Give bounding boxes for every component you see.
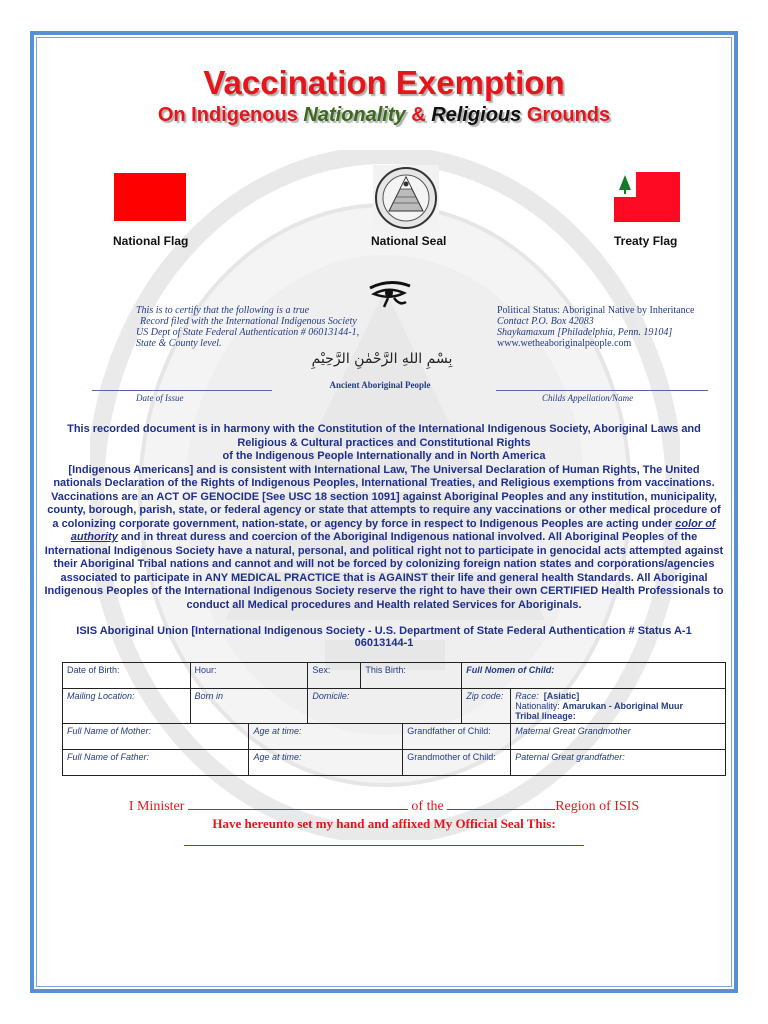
minister-blank[interactable] [188, 797, 408, 810]
table-row [63, 724, 726, 750]
region-label: Region of ISIS [555, 799, 640, 814]
table-row [63, 663, 726, 689]
childs-name-label: Childs Appellation/Name [542, 393, 634, 403]
treaty-flag-label: Treaty Flag [614, 234, 678, 248]
hour-field[interactable] [190, 663, 308, 689]
age-father-label: Age at time: [253, 752, 302, 762]
certify-text [136, 305, 376, 349]
dob-field[interactable] [63, 663, 191, 689]
domicile-label: Domicile: [312, 691, 350, 701]
age-mother-label: Age at time: [253, 726, 302, 736]
dob-label: Date of Birth: [67, 665, 120, 675]
document-title: Vaccination Exemption [203, 64, 565, 101]
child-record-form [62, 662, 726, 776]
declaration-p4-text: and in threat duress and coercion of the Aboriginal Indigenous national involved. All Aboriginal Peoples of the International Indigenous Society have a natural, personal, and political right not to participate in genocidal acts attempted against their Aboriginal Tribal nations and cannot and will not be forced by colonizing foreign nation states and corporations/agencies associated to participate in ANY MEDICAL PRACTICE that is AGAINST their life and general health Standards. All Aboriginal Indigenous Peoples of the International Indigenous Society reserve the right to have their own CERTIFIED Health Professionals to conduct all Medical procedures and Health related Services for Aboriginals. [44, 531, 724, 611]
mailing-label: Mailing Location: [67, 691, 135, 701]
childs-name-line [496, 390, 708, 391]
national-flag [114, 173, 186, 221]
status-line-2: Contact P.O. Box 42083 [497, 316, 594, 327]
minister-line [0, 797, 768, 815]
nationality-label: Nationality: [515, 701, 560, 711]
certify-line-2: Record filed with the International Indigenous Society [140, 316, 357, 327]
maternal-great-grandmother-field[interactable] [511, 724, 726, 750]
tribal-label: Tribal lineage: [515, 711, 576, 721]
of-the-label: of the [411, 799, 444, 814]
certify-line-1: This is to certify that the following is a true [136, 305, 310, 316]
minister-label: I Minister [128, 799, 185, 814]
zip-label: Zip code: [466, 691, 504, 701]
national-seal-label: National Seal [371, 234, 447, 248]
hour-label: Hour: [194, 665, 217, 675]
paternal-great-grandfather-label: Paternal Great grandfather: [515, 752, 625, 762]
declaration-p3 [44, 464, 724, 613]
father-label: Full Name of Father: [67, 752, 150, 762]
grandmother-field[interactable] [403, 750, 511, 776]
subtitle-amp: & [411, 104, 426, 126]
full-nomen-label: Full Nomen of Child: [466, 665, 555, 675]
domicile-field[interactable] [308, 689, 462, 724]
tribal-row [515, 711, 721, 721]
this-birth-field[interactable] [361, 663, 462, 689]
table-row [63, 689, 726, 724]
certify-line-3: US Dept of State Federal Authentication # 06013144-1, [136, 327, 360, 338]
treaty-flag [614, 172, 680, 222]
grandfather-field[interactable] [403, 724, 511, 750]
grandmother-label: Grandmother of Child: [407, 752, 496, 762]
maternal-great-grandmother-label: Maternal Great Grandmother [515, 726, 631, 736]
age-mother-field[interactable] [249, 724, 403, 750]
national-seal-icon [373, 165, 439, 231]
race-label: Race: [515, 691, 539, 701]
paternal-great-grandfather-field[interactable] [511, 750, 726, 776]
region-blank[interactable] [447, 797, 555, 810]
date-of-issue-line [92, 390, 272, 391]
certify-line-4: State & County level. [136, 338, 222, 349]
race-row [515, 691, 721, 701]
declaration-p1: This recorded document is in harmony with the Constitution of the International Indigenous Society, Aboriginal Laws and Religious & Cultural practices and Constitutional Rights [67, 423, 701, 449]
political-status [497, 305, 727, 349]
status-website: www.wetheaboriginalpeople.com [497, 338, 632, 349]
this-birth-label: This Birth: [365, 665, 406, 675]
subtitle-religious: Religious [431, 104, 522, 126]
table-row [63, 750, 726, 776]
ancient-aboriginal-label: Ancient Aboriginal People [329, 380, 431, 390]
date-of-issue-label: Date of Issue [136, 393, 184, 403]
mother-label: Full Name of Mother: [67, 726, 152, 736]
subtitle-post: Grounds [526, 104, 611, 126]
sex-label: Sex: [312, 665, 331, 675]
zip-field[interactable] [462, 689, 511, 724]
declaration-p3-text: [Indigenous Americans] and is consistent with International Law, The Universal Declaration of Human Rights, The United nationals Declaration of the Rights of Indigenous Peoples, International Treaties, and Religious exemptions from vaccinations. Vaccinations are an ACT OF GENOCIDE [See USC 18 section 1091] against Aboriginal Peoples and any institution, municipality, county, borough, parish, state, or federal agency or state that attempts to require any vaccinations or other medical procedure of a colonizing corporate government, nation-state, or agency by force in respect to Indigenous Peoples are acting under [47, 463, 721, 530]
document-subtitle [0, 104, 768, 127]
born-in-field[interactable] [190, 689, 308, 724]
father-field[interactable] [63, 750, 249, 776]
status-line-1: Political Status: Aboriginal Native by Inheritance [497, 305, 695, 316]
born-in-label: Born in [194, 691, 224, 701]
eye-of-horus-icon [368, 280, 412, 308]
subtitle-pre: On Indigenous [157, 104, 298, 126]
declaration-p2: of the Indigenous People Internationally and in North America [222, 450, 546, 462]
declaration-text [44, 423, 724, 612]
arabic-basmala: بِسْمِ اللهِ الرَّحْمٰنِ الرَّحِيْمِ [311, 351, 453, 367]
sex-field[interactable] [308, 663, 361, 689]
mother-field[interactable] [63, 724, 249, 750]
color-of-authority: color of authority [70, 517, 716, 543]
status-line-3: Shaykamaxum [Philadelphia, Penn. 19104] [497, 327, 673, 338]
subtitle-nationality: Nationality [303, 104, 406, 126]
isis-union-line: ISIS Aboriginal Union [International Indigenous Society - U.S. Department of State Federal Authentication # Status A-1 06013144-1 [76, 625, 692, 649]
race-value: [Asiatic] [543, 691, 580, 701]
seal-statement: Have hereunto set my hand and affixed My Official Seal This: [212, 816, 556, 831]
grandfather-label: Grandfather of Child: [407, 726, 491, 736]
seal-date-line[interactable] [184, 845, 584, 846]
nationality-value: Amarukan - Aboriginal Muur [562, 701, 683, 711]
national-flag-label: National Flag [113, 234, 189, 248]
mailing-field[interactable] [63, 689, 191, 724]
race-field[interactable] [511, 689, 726, 724]
nationality-row [515, 701, 721, 711]
full-nomen-field[interactable] [462, 663, 726, 689]
age-father-field[interactable] [249, 750, 403, 776]
